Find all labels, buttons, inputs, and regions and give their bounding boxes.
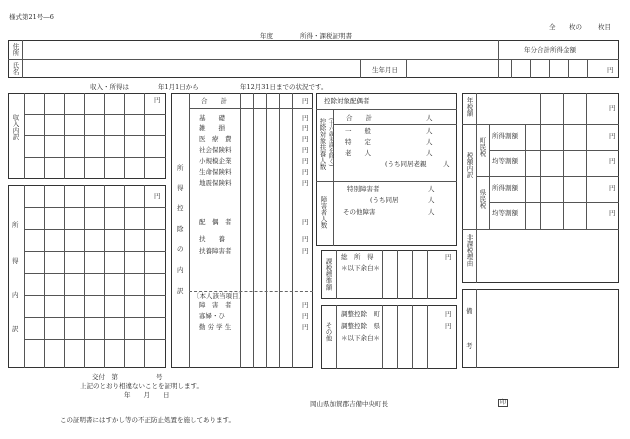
page-title: 所得・課税証明書 (300, 32, 352, 40)
combined-income-yen: 円 (607, 66, 614, 74)
deduction-item-5: 生命保険料 (199, 168, 232, 176)
income-section-1: 得 (12, 257, 19, 265)
year-tax-label: 年税額 (465, 97, 474, 117)
pref-tax-label: 県民税 (478, 189, 487, 209)
dependents-elderly-person: 人 (426, 149, 433, 157)
official-seal: 印 (500, 399, 507, 406)
spouse-box (316, 93, 457, 246)
period-to: 年12月31日までの状況です。 (240, 83, 328, 91)
sheet-count: 枚の (569, 23, 582, 31)
applicable-yen-2: 円 (302, 323, 309, 331)
warning-text: この証明書にはすかし等の不正防止処置を施してあります。 (60, 416, 235, 424)
pref-per-capita-yen: 円 (609, 209, 616, 217)
issue-number: 号 (156, 373, 163, 381)
name-label: 氏名 (11, 62, 20, 75)
deduction-yen-3: 円 (302, 146, 309, 154)
deduction-dependent: 扶 養 (199, 235, 225, 243)
address-label: 住所 (11, 43, 20, 56)
deduction-yen-1: 円 (302, 124, 309, 132)
income-detail-yen: 円 (154, 192, 161, 200)
cohabit-person: 人 (428, 196, 435, 204)
special-disabled-person: 人 (428, 185, 435, 193)
deduction-yen-2: 円 (302, 135, 309, 143)
deduction-spouse: 配 偶 者 (199, 218, 232, 226)
period-from: 年1月1日から (158, 83, 199, 91)
dependents-sub: (十六歳未満を除く) (327, 118, 334, 167)
income-breakdown-label: 収入内訳 (11, 114, 20, 140)
breakdown-label: 税額内訳 (465, 152, 474, 178)
deduction-total-yen: 円 (302, 97, 309, 105)
deduction-yen-4: 円 (302, 157, 309, 165)
dependents-total: 合 計 (346, 114, 372, 122)
deduction-item-1: 雑 損 (199, 124, 225, 132)
deduction-vertical-2: 控 (177, 204, 184, 212)
period-prefix: 収入・所得は (90, 83, 129, 91)
adj-pref-label: 調整控除 県 (341, 322, 380, 330)
dependents-general-person: 人 (426, 127, 433, 135)
remarks-box (462, 289, 619, 368)
income-section-2: 内 (12, 291, 19, 299)
pref-income-rate: 所得割額 (492, 184, 518, 192)
birth-label: 生年月日 (372, 66, 398, 74)
other-note: ＊以下余白＊ (341, 334, 380, 342)
applicable-item-0: 障 害 者 (199, 301, 232, 309)
deduction-item-0: 基 礎 (199, 114, 225, 122)
deduction-vertical-6: 訳 (177, 287, 184, 295)
income-section-0: 所 (12, 221, 19, 229)
deduction-vertical-4: の (177, 245, 184, 253)
cohabit: (うち同居 (370, 196, 399, 204)
total-income-label: 総 所 得 (341, 253, 374, 261)
applicable-item-2: 勤 労 学 生 (199, 323, 232, 331)
form-number: 様式第21号―6 (9, 13, 54, 21)
other-disabled: その他障害 (343, 208, 376, 216)
tax-base-label: 課税標準額 (324, 258, 333, 291)
deduction-yen-5: 円 (302, 168, 309, 176)
deduction-total-label: 合 計 (201, 97, 227, 105)
certify-text: 上記のとおり相違ないことを証明します。 (80, 382, 203, 390)
title-year: 年度 (260, 32, 273, 40)
special-disabled: 特別障害者 (347, 185, 380, 193)
total-income-yen: 円 (445, 253, 452, 261)
applicable-item-1: 寡婦・ひ (199, 312, 225, 320)
income-section-3: 訳 (12, 325, 19, 333)
other-disabled-person: 人 (428, 208, 435, 216)
adj-town-label: 調整控除 町 (341, 310, 380, 318)
deduction-vertical-0: 所 (177, 164, 184, 172)
deduction-dependent-disabled-yen: 円 (302, 247, 309, 255)
applicable-header: 〔本人該当項目〕 (193, 292, 245, 300)
income-breakdown-box (8, 93, 166, 179)
deduction-yen-6: 円 (302, 179, 309, 187)
tax-base-note: ＊以下余白＊ (341, 264, 380, 272)
deduction-item-4: 小規模企業 (199, 157, 232, 165)
deduction-dependent-yen: 円 (302, 235, 309, 243)
town-per-capita-yen: 円 (609, 157, 616, 165)
applicable-yen-1: 円 (302, 312, 309, 320)
other-label: その他 (324, 322, 333, 342)
deduction-item-3: 社会保険料 (199, 146, 232, 154)
deduction-vertical-5: 内 (177, 266, 184, 274)
deduction-yen-0: 円 (302, 114, 309, 122)
dependents-elderly: 老 人 (345, 149, 371, 157)
deduction-spouse-yen: 円 (302, 218, 309, 226)
adj-town-yen: 円 (445, 310, 452, 318)
issuer-name: 岡山県加賀郡吉備中央町長 (310, 400, 388, 408)
dependents-total-person: 人 (426, 114, 433, 122)
town-income-yen: 円 (609, 132, 616, 140)
deduction-vertical-1: 得 (177, 184, 184, 192)
income-breakdown-yen: 円 (154, 96, 161, 104)
dependents-special: 特 定 (345, 138, 371, 146)
combined-income-label: 年分合計所得金額 (524, 46, 576, 54)
town-tax-label: 町民税 (478, 137, 487, 157)
year-tax-yen: 円 (609, 104, 616, 112)
remarks-label-2: 考 (466, 342, 473, 350)
deduction-item-2: 医 療 費 (199, 135, 232, 143)
certify-date: 年 月 日 (124, 391, 170, 399)
spouse-title: 控除対象配偶者 (324, 97, 370, 105)
sheet-all: 全 (549, 23, 556, 31)
remarks-label-1: 備 (466, 307, 473, 315)
income-detail-box (8, 185, 166, 368)
deduction-vertical-3: 除 (177, 225, 184, 233)
issue-label: 交付 第 (92, 373, 118, 381)
dependents-label: 控除対象扶養人数 (318, 118, 327, 170)
pref-per-capita: 均等割額 (492, 209, 518, 217)
applicable-yen-0: 円 (302, 301, 309, 309)
dependents-special-person: 人 (426, 138, 433, 146)
adj-pref-yen: 円 (445, 322, 452, 330)
disabled-label: 障害者人数 (319, 196, 328, 229)
deduction-dependent-disabled: 扶養障害者 (199, 247, 232, 255)
pref-income-yen: 円 (609, 184, 616, 192)
sheet-page: 枚目 (598, 23, 611, 31)
cohabit-elderly-person: 人 (443, 160, 450, 168)
deduction-item-6: 地震保険料 (199, 179, 232, 187)
town-per-capita: 均等割額 (492, 157, 518, 165)
dependents-general: 一 般 (345, 127, 371, 135)
cohabit-elderly: (うち同居老親 (385, 160, 427, 168)
town-income-rate: 所得割額 (492, 132, 518, 140)
non-taxable-label: 非課税理由 (465, 234, 474, 267)
